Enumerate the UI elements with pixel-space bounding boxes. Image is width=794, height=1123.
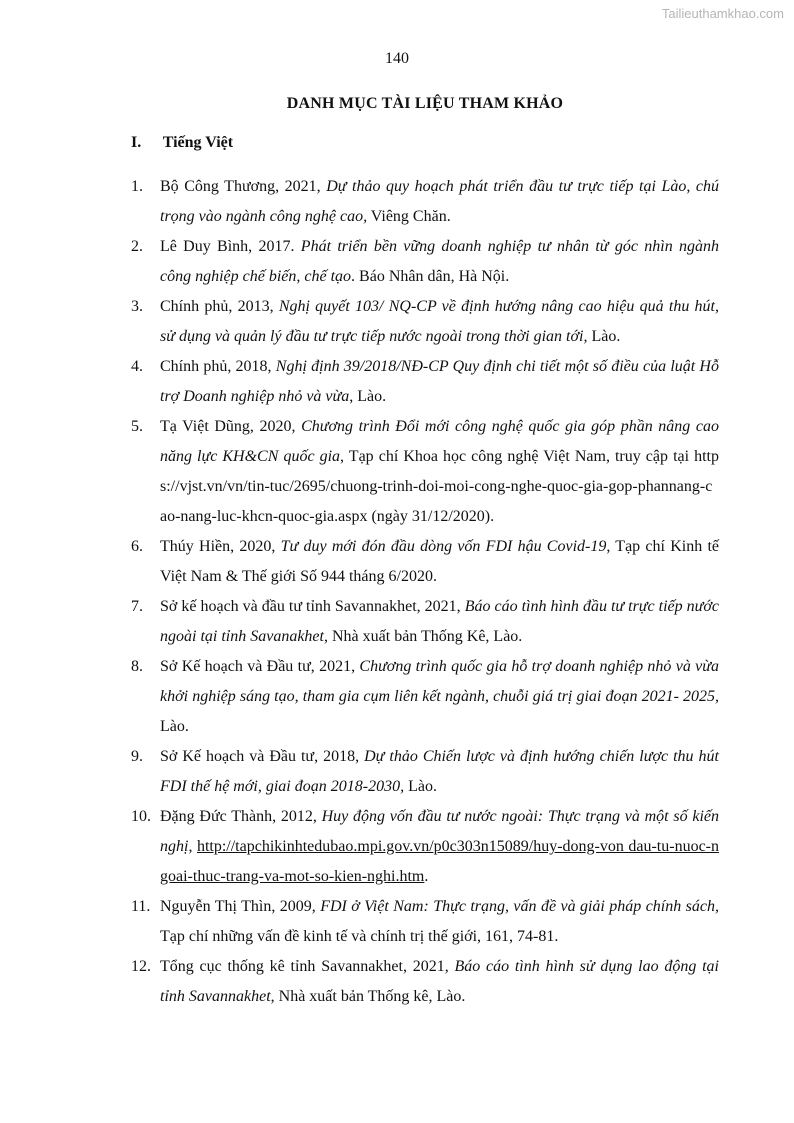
reference-title: Chương trình Đổi mới công nghệ quốc gia góp phần nâng cao năng lực KH&CN quốc gia bbox=[160, 418, 719, 465]
reference-item bbox=[131, 952, 719, 1012]
reference-source: , Nhà xuất bản Thống kê, Lào. bbox=[270, 988, 466, 1005]
reference-title: Dự thảo Chiến lược và định hướng chiến lược thu hút FDI thế hệ mới, giai đoạn 2018-2030, bbox=[160, 748, 720, 795]
watermark: Tailieuthamkhao.com bbox=[661, 6, 784, 21]
reference-author: Chính phủ, 2013, bbox=[160, 298, 279, 315]
reference-author: Sở Kế hoạch và Đầu tư, 2018, bbox=[160, 748, 365, 765]
reference-title: Nghị định 39/2018/NĐ-CP Quy định chi tiết một số điều của luật Hỗ trợ Doanh nghiệp nhỏ và vừa bbox=[160, 358, 719, 405]
reference-item bbox=[131, 292, 719, 352]
section-heading bbox=[131, 134, 233, 152]
reference-source: , Nhà xuất bản Thống Kê, Lào. bbox=[323, 628, 523, 645]
reference-title: Báo cáo tình hình sử dụng lao động tại tỉnh Savannakhet bbox=[160, 958, 719, 1005]
reference-title: Báo cáo tình hình đầu tư trực tiếp nước ngoài tại tỉnh Savanakhet bbox=[160, 598, 720, 645]
reference-title: Tư duy mới đón đầu dòng vốn FDI hậu Covid-19 bbox=[280, 538, 607, 555]
page-number: 140 bbox=[385, 50, 409, 67]
reference-source: Viêng Chăn. bbox=[367, 208, 451, 225]
reference-source: , bbox=[188, 838, 193, 855]
reference-title: Dự thảo quy hoạch phát triển đầu tư trực tiếp tại Lào, chú trọng vào ngành công nghệ cao, bbox=[160, 178, 719, 225]
reference-item bbox=[131, 742, 719, 802]
reference-source: . Báo Nhân dân, Hà Nội. bbox=[351, 268, 510, 285]
reference-number: 5. bbox=[131, 418, 143, 435]
reference-author: Đặng Đức Thành, 2012, bbox=[160, 808, 322, 825]
reference-source: , Tạp chí Kinh tế Việt Nam & Thế giới Số 944 tháng 6/2020. bbox=[160, 538, 720, 585]
page-title: DANH MỤC TÀI LIỆU THAM KHẢO bbox=[286, 95, 564, 112]
reference-number: 12. bbox=[131, 958, 151, 975]
section-label: Tiếng Việt bbox=[162, 134, 234, 151]
reference-author: Sở Kế hoạch và Đầu tư, 2021, bbox=[160, 658, 360, 675]
reference-title: Huy động vốn đầu tư nước ngoài: Thực trạng và một số kiến nghị bbox=[160, 808, 719, 855]
reference-source: Lào. bbox=[587, 328, 621, 345]
reference-author: Thúy Hiền, 2020, bbox=[160, 538, 281, 555]
reference-number: 8. bbox=[131, 658, 143, 675]
reference-author: Lê Duy Bình, 2017. bbox=[160, 238, 301, 255]
reference-number: 10. bbox=[131, 808, 151, 825]
reference-title: FDI ở Việt Nam: Thực trạng, vấn đề và giải pháp chính sách, bbox=[320, 898, 719, 915]
reference-title: Nghị quyết 103/ NQ-CP về định hướng nâng cao hiệu quả thu hút, sử dụng và quản lý đầu tư trực tiếp nước ngoài trong thời gian tới, bbox=[160, 298, 720, 345]
reference-item bbox=[131, 592, 719, 652]
reference-author: Sở kế hoạch và đầu tư tỉnh Savannakhet, 2021, bbox=[160, 598, 465, 615]
reference-number: 2. bbox=[131, 238, 143, 255]
reference-item bbox=[131, 352, 719, 412]
reference-item bbox=[131, 652, 719, 742]
reference-item bbox=[131, 232, 719, 292]
reference-author: Tổng cục thống kê tỉnh Savannakhet, 2021, bbox=[160, 958, 455, 975]
reference-author: Bộ Công Thương, 2021, bbox=[160, 178, 327, 195]
reference-number: 4. bbox=[131, 358, 143, 375]
reference-item bbox=[131, 172, 719, 232]
reference-author: Chính phủ, 2018, bbox=[160, 358, 276, 375]
reference-author: Tạ Việt Dũng, 2020, bbox=[160, 418, 302, 435]
reference-source: Tạp chí những vấn đề kinh tế và chính trị thế giới, 161, 74-81. bbox=[160, 928, 559, 945]
reference-source: , Tạp chí Khoa học công nghệ Việt Nam, truy cập tại https://vjst.vn/vn/tin-tuc/2695/chuong-trinh-doi-moi-cong-nghe-quoc-gia-gop-phannang-cao-nang-luc-khcn-quoc-gia.aspx (ngày 31/12/2020). bbox=[160, 448, 719, 525]
reference-item bbox=[131, 892, 719, 952]
reference-source: , Lào. bbox=[349, 388, 387, 405]
reference-number: 6. bbox=[131, 538, 143, 555]
reference-author: Nguyễn Thị Thìn, 2009, bbox=[160, 898, 321, 915]
reference-item bbox=[131, 412, 719, 532]
reference-item bbox=[131, 802, 719, 892]
reference-number: 9. bbox=[131, 748, 143, 765]
reference-tail: . bbox=[424, 868, 429, 885]
reference-number: 7. bbox=[131, 598, 143, 615]
reference-title: Chương trình quốc gia hỗ trợ doanh nghiệp nhỏ và vừa khởi nghiệp sáng tạo, tham gia cụm liên kết ngành, chuỗi giá trị giai đoạn 2021- 2025, bbox=[160, 658, 719, 705]
reference-number: 11. bbox=[131, 898, 151, 915]
reference-number: 1. bbox=[131, 178, 143, 195]
reference-title: Phát triển bền vững doanh nghiệp tư nhân từ góc nhìn ngành công nghiệp chế biến, chế tạo bbox=[160, 238, 720, 285]
reference-list bbox=[131, 172, 719, 1012]
reference-item bbox=[131, 532, 719, 592]
reference-number: 3. bbox=[131, 298, 143, 315]
section-number: I. bbox=[131, 134, 142, 151]
reference-source: Lào. bbox=[404, 778, 437, 795]
reference-link[interactable]: http://tapchikinhtedubao.mpi.gov.vn/p0c303n15089/huy-dong-von dau-tu-nuoc-ngoai-thuc-trang-va-mot-so-kien-nghi.htm bbox=[160, 838, 719, 885]
reference-source: Lào. bbox=[160, 718, 189, 735]
